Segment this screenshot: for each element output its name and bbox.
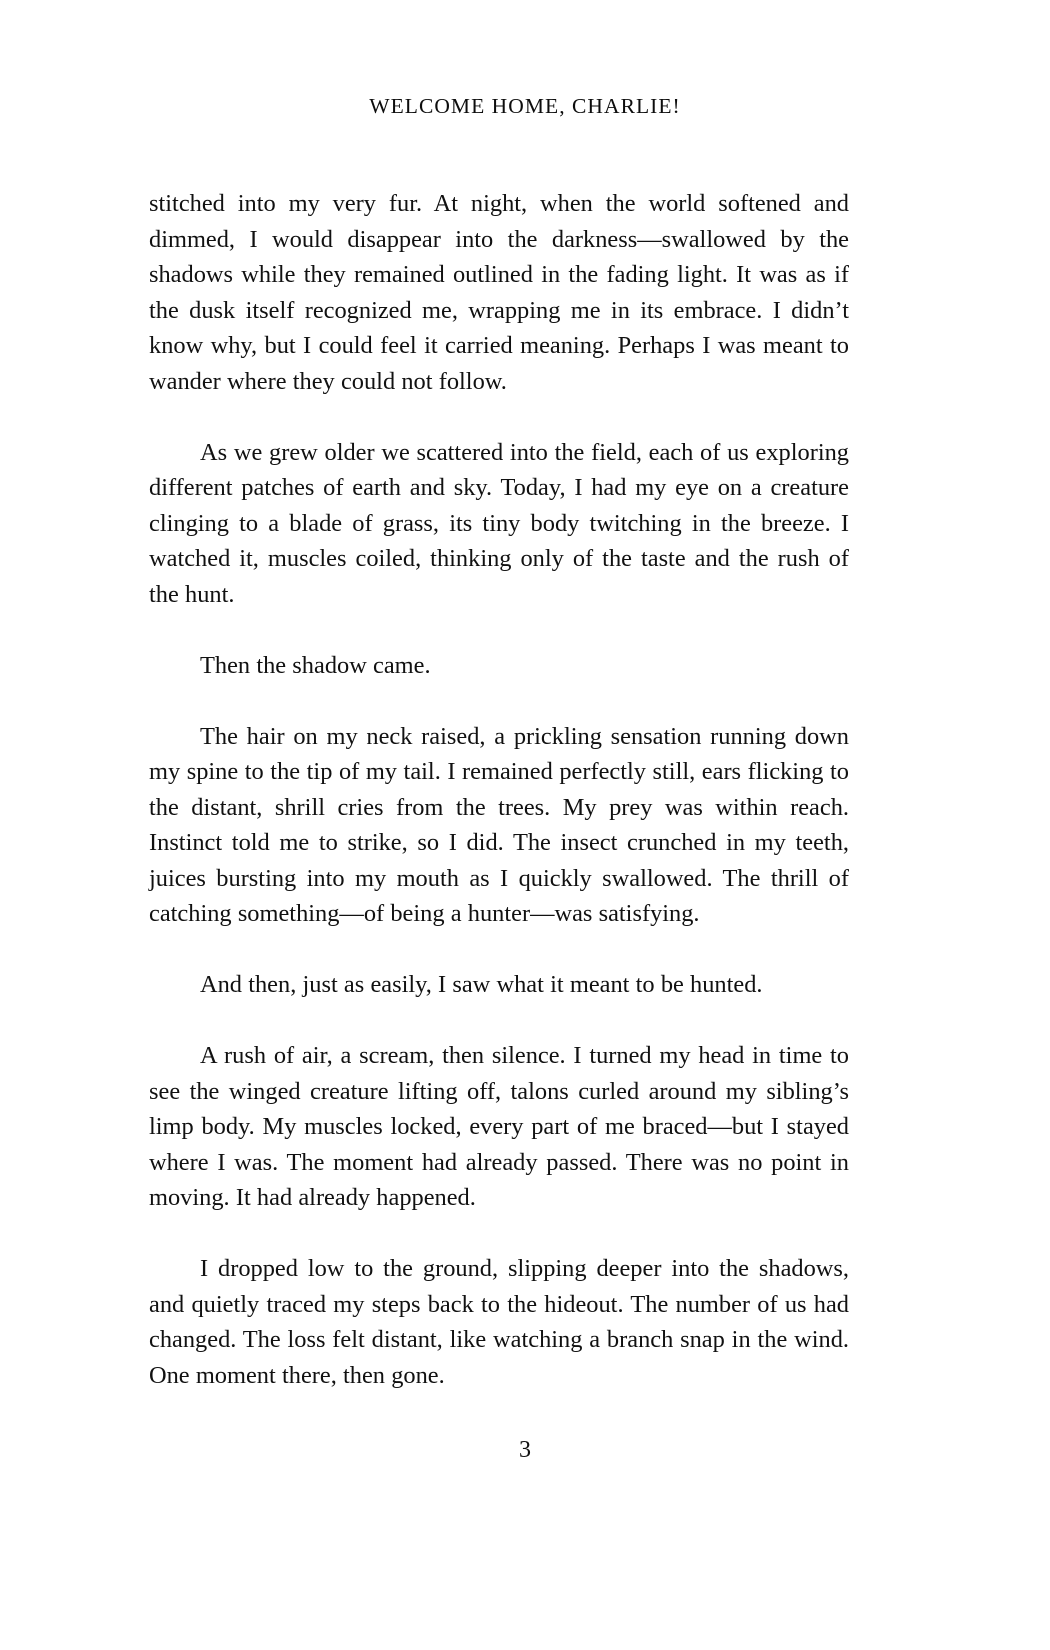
paragraph: A rush of air, a scream, then silence. I turned my head in time to see the winged creature lifting off, talons curled around my sibling’s limp body. My muscles locked, every part of me braced—but I stayed where I was. The moment had already passed. There was no point in moving. It had already happened. — [149, 1042, 849, 1211]
paragraph: The hair on my neck raised, a prickling sensation running down my spine to the tip of my tail. I remained perfectly still, ears flicking to the distant, shrill cries from the trees. My prey was within reach. Instinct told me to strike, so I did. The insect crunched in my teeth, juices bursting into my mouth as I quickly swallowed. The thrill of catching something—of being a hunter—was satisfying. — [149, 722, 849, 927]
page-number: 3 — [519, 1437, 531, 1463]
paragraph: Then the shadow came. — [200, 651, 431, 679]
paragraph: And then, just as easily, I saw what it meant to be hunted. — [200, 971, 763, 998]
paragraph: stitched into my very fur. At night, when the world softened and dimmed, I would disappear into the darkness—swallowed by the shadows while they remained outlined in the fading light. It was as if the dusk itself recognized me, wrapping me in its embrace. I didn’t know why, but I could feel it carried meaning. Perhaps I was meant to wander where they could not follow. — [149, 190, 849, 395]
body-text-block — [149, 186, 849, 1393]
running-head: WELCOME HOME, CHARLIE! — [369, 94, 681, 118]
paragraph: As we grew older we scattered into the field, each of us exploring different patches of earth and sky. Today, I had my eye on a creature clinging to a blade of grass, its tiny body twitching in the breeze. I watched it, muscles coiled, thinking only of the taste and the rush of the hunt. — [149, 438, 849, 608]
paragraph: I dropped low to the ground, slipping deeper into the shadows, and quietly traced my steps back to the hideout. The number of us had changed. The loss felt distant, like watching a branch snap in the wind. One moment there, then gone. — [149, 1255, 849, 1389]
